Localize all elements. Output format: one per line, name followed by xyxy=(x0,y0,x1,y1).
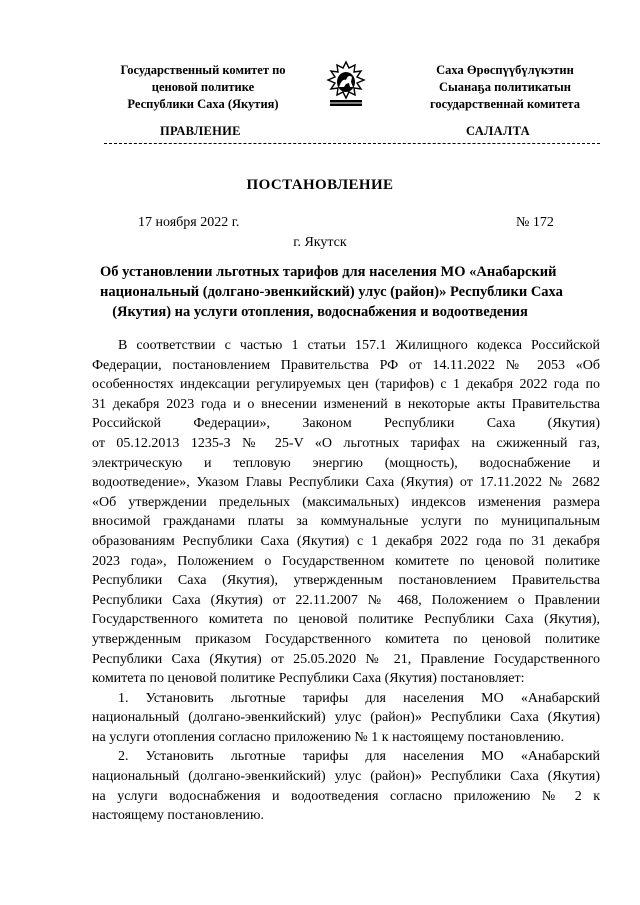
body-line: Российской Федерации», Законом Республики Саха (Якутия) xyxy=(92,416,600,432)
clause-1-line: на услуги отопления согласно приложению № 1 к настоящему постановлению. xyxy=(92,729,565,745)
issuer-line: Государственный комитет по xyxy=(120,63,286,77)
subject-line: национальный (долгано-эвенкийский) улус (район)» Республики Саха xyxy=(100,284,563,300)
department-russian: ПРАВЛЕНИЕ xyxy=(160,124,241,138)
clause-2-line: национальный (долгано-эвенкийский) улус (район)» Республики Саха (Якутия) xyxy=(92,769,600,785)
body-line: Республики Саха (Якутия) от 25.05.2020 № 21, Правление Государственного xyxy=(92,651,600,667)
body-line: Государственного комитета по ценовой политике Республики Саха (Якутия), xyxy=(92,612,600,628)
coat-of-arms-icon xyxy=(324,60,368,110)
document-body xyxy=(92,336,600,826)
subject-line: Об установлении льготных тарифов для населения МО «Анабарский xyxy=(100,264,557,280)
department-yakut: САЛАЛТА xyxy=(466,124,530,138)
body-line: Республики Саха (Якутия) от 22.11.2007 № 468, Положением о Правлении xyxy=(92,592,600,608)
issuer-line: Сыанаҕа политикатын xyxy=(439,80,571,94)
clause-1-line: национальный (долгано-эвенкийский) улус (район)» Республики Саха (Якутия) xyxy=(92,710,600,726)
issuer-yakut xyxy=(395,62,615,113)
clause-2-line: настоящему постановлению. xyxy=(92,808,264,824)
clause-2-line: на услуги водоснабжения и водоотведения согласно приложению № 2 к xyxy=(92,788,600,804)
subject-line: (Якутия) на услуги отопления, водоснабжения и водоотведения xyxy=(112,304,528,320)
document-subject xyxy=(100,262,563,322)
clause-1-line: 1. Установить льготные тарифы для населения МО «Анабарский xyxy=(118,690,600,706)
body-line: особенностях индексации регулируемых цен (тарифов) с 1 декабря 2022 года по xyxy=(92,377,600,393)
body-line: водоотведение», Указом Главы Республики Саха (Якутия) от 17.11.2022 № 2682 xyxy=(92,475,600,491)
body-line: 31 декабря 2023 года и о внесении изменений в некоторые акты Правительства xyxy=(92,396,600,412)
body-line: утвержденным приказом Государственного комитета по ценовой политике xyxy=(92,631,600,647)
issuer-line: Республики Саха (Якутия) xyxy=(127,97,279,111)
issuer-line: государственнай комитета xyxy=(430,97,580,111)
body-line: Федерации, постановлением Правительства РФ от 14.11.2022 № 2053 «Об xyxy=(92,357,600,373)
body-line: от 05.12.2013 1235-З № 25-V «О льготных тарифах на сжиженный газ, xyxy=(92,435,600,451)
body-line: В соответствии с частью 1 статьи 157.1 Жилищного кодекса Российской xyxy=(118,338,600,353)
document-number: № 172 xyxy=(516,215,554,230)
body-line: вносимой гражданами платы за коммунальные услуги по муниципальным xyxy=(92,514,600,530)
document-title: ПОСТАНОВЛЕНИЕ xyxy=(246,177,394,193)
body-line: образованиям Республики Саха (Якутия) с 1 декабря 2022 года по 31 декабря xyxy=(92,533,600,549)
issuer-russian xyxy=(93,62,313,113)
body-line: Республики Саха (Якутия), утвержденным постановлением Правительства xyxy=(92,573,600,589)
document-city: г. Якутск xyxy=(293,235,347,250)
separator-line xyxy=(104,143,600,144)
body-line: электрическую и тепловую энергию (мощность), водоснабжение и xyxy=(92,455,600,471)
body-line: 2023 года», Положением о Государственном комитете по ценовой политике xyxy=(92,553,600,569)
issuer-line: ценовой политике xyxy=(151,80,255,94)
clause-2-line: 2. Установить льготные тарифы для населения МО «Анабарский xyxy=(118,749,600,765)
issuer-line: Саха Өрөспүүбүлүкэтин xyxy=(436,63,574,77)
document-date: 17 ноября 2022 г. xyxy=(138,215,240,230)
body-line: комитета по ценовой политике Республики Саха (Якутия) постановляет: xyxy=(92,671,525,687)
body-line: «Об утверждении предельных (максимальных) индексов изменения размера xyxy=(92,494,600,510)
